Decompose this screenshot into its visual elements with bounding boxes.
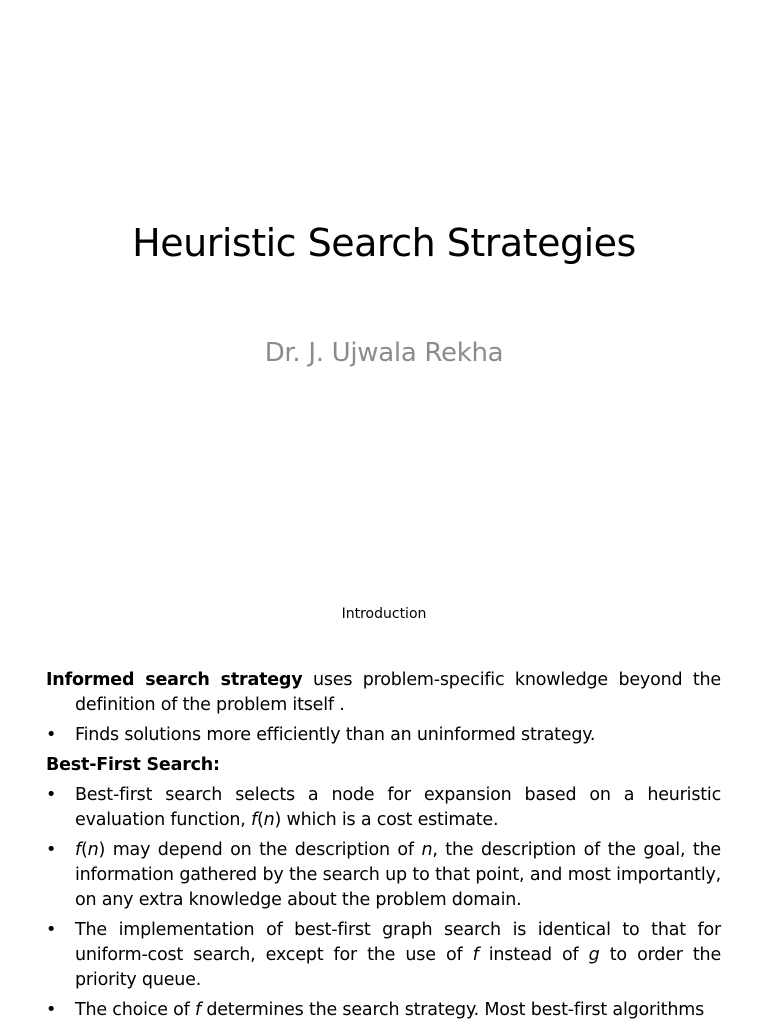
bullet-math: n bbox=[87, 840, 99, 860]
bullet-text: ) which is a cost estimate. bbox=[274, 810, 499, 830]
bullet-math: f bbox=[194, 1000, 201, 1020]
best-first-heading: Best-First Search: bbox=[46, 755, 220, 775]
bullet-math: g bbox=[588, 945, 600, 965]
bullet-text: to order the priority queue. bbox=[75, 945, 722, 990]
bullet-math: n bbox=[263, 810, 275, 830]
intro-term: Informed search strategy bbox=[46, 670, 303, 690]
bullet-text: The choice of bbox=[75, 1000, 195, 1020]
body-content bbox=[46, 668, 721, 1024]
section-heading: Introduction bbox=[341, 606, 427, 622]
intro-text: uses problem-specific knowledge beyond the definition of the problem itself . bbox=[75, 670, 721, 715]
bullet-icon: • bbox=[46, 785, 57, 805]
bullet-text: ( bbox=[257, 810, 264, 830]
bullet-math: n bbox=[421, 840, 433, 860]
bullet-math: f bbox=[472, 945, 479, 965]
bullet-item bbox=[46, 783, 721, 833]
bullet-text: instead of bbox=[478, 945, 589, 965]
intro-paragraph bbox=[46, 668, 721, 718]
slide-author: Dr. J. Ujwala Rekha bbox=[264, 338, 504, 368]
bullet-item bbox=[46, 918, 721, 993]
bullet-math: f bbox=[75, 840, 81, 860]
bullet-item bbox=[46, 838, 721, 913]
bullet-math: f bbox=[251, 810, 257, 830]
bullet-icon: • bbox=[46, 920, 57, 940]
bullet-icon: • bbox=[46, 725, 57, 745]
bullet-item bbox=[46, 723, 721, 748]
slide-title: Heuristic Search Strategies bbox=[132, 221, 636, 265]
bullet-icon: • bbox=[46, 840, 57, 860]
bullet-text: Finds solutions more efficiently than an uninformed strategy. bbox=[75, 725, 596, 745]
bullet-text: determines the search strategy. Most best-first algorithms bbox=[200, 1000, 705, 1020]
bullet-text: ( bbox=[80, 840, 88, 860]
bullet-item bbox=[46, 998, 721, 1023]
bullet-icon: • bbox=[46, 1000, 57, 1020]
bullet-text: ) may depend on the description of bbox=[98, 840, 422, 860]
bullet-text: , the description of the goal, the information gathered by the search up to that point, and most importantly, on any extra knowledge about the problem domain. bbox=[75, 840, 721, 910]
bullet-text: Best-first search selects a node for expansion based on a heuristic evaluation function, bbox=[75, 785, 721, 830]
bullet-text: The implementation of best-first graph search is identical to that for uniform-cost search, except for the use of bbox=[75, 920, 721, 965]
